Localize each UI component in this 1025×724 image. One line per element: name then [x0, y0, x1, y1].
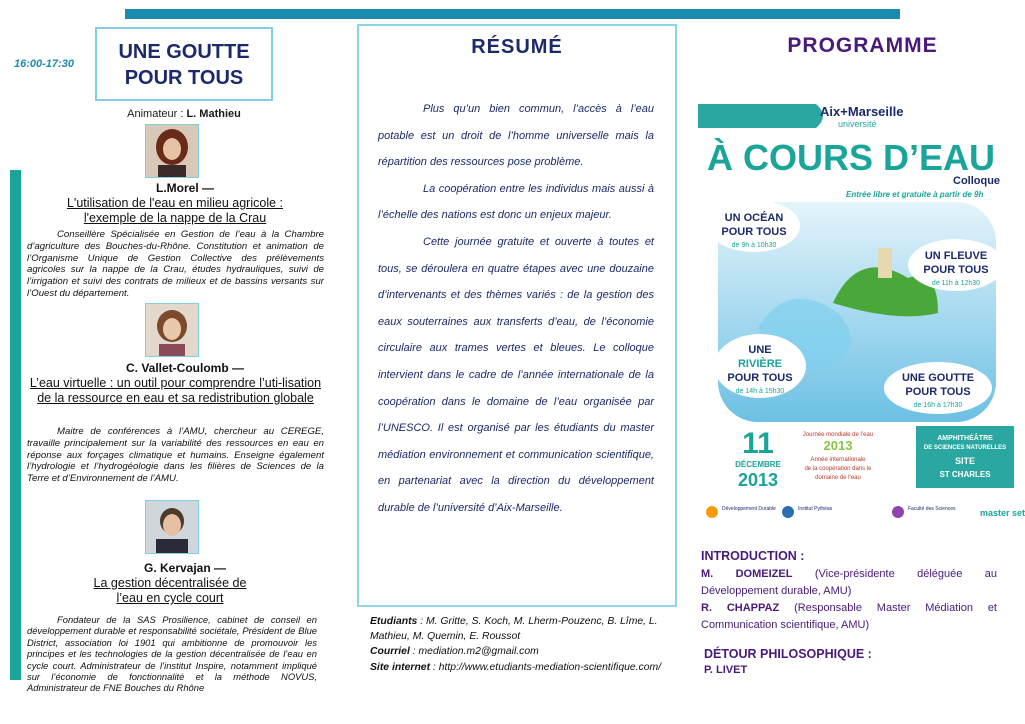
speaker-name: G. Kervajan —: [143, 561, 227, 575]
poster-banner: [698, 104, 816, 128]
speaker-bio: Conseillère Spécialisée en Gestion de l’eau à la Chambre d’agriculture des Bouches-du-Rhône. Constitution et animation de l’Organisme Unique de Gestion Collective des prélèvements agricoles sur la nappe de la Crau, études hydrauliques, suivi de l’irrigation et suivi des contrats de milieux et de bassins versants sur l’Ouest du département.: [27, 229, 324, 299]
svg-text:POUR TOUS: POUR TOUS: [923, 264, 989, 276]
introduction-speaker-1: M. DOMEIZEL (Vice-présidente déléguée au Développement durable, AMU): [701, 568, 997, 597]
svg-text:2013: 2013: [823, 438, 853, 453]
detour-title: DÉTOUR PHILOSOPHIQUE :: [704, 647, 872, 661]
svg-text:de 9h à 10h30: de 9h à 10h30: [731, 242, 777, 249]
svg-text:AMPHITHÉÂTRE: AMPHITHÉÂTRE: [937, 435, 993, 442]
introduction-speaker-2: R. CHAPPAZ (Responsable Master Médiation et Communication scientifique, AMU): [701, 602, 997, 631]
resume-body: [378, 96, 654, 522]
speaker-bio: Maitre de conférences à l’AMU, chercheur au CEREGE, travaille principalement sur la variabilité des ressources en eau en réponse aux forçages climatique et humains. Enseigne également l’hydrologie et l’hydrogéologie dans les filières de Sciences de la Terre et d’Environnement de l’AMU.: [27, 426, 324, 485]
svg-text:Entrée libre et gratuite à par: Entrée libre et gratuite à partir de 9h: [846, 190, 984, 199]
svg-text:POUR TOUS: POUR TOUS: [727, 372, 793, 384]
svg-text:UN FLEUVE: UN FLEUVE: [924, 250, 988, 262]
svg-text:Année internationale: Année internationale: [810, 457, 866, 463]
svg-text:UN OCÉAN: UN OCÉAN: [724, 212, 784, 224]
svg-text:université: université: [838, 119, 877, 129]
svg-text:DE SCIENCES NATURELLES: DE SCIENCES NATURELLES: [923, 445, 1007, 451]
svg-text:UNE GOUTTE: UNE GOUTTE: [901, 372, 975, 384]
svg-text:de 14h à 15h30: de 14h à 15h30: [735, 388, 785, 395]
poster-day: 11: [742, 427, 774, 460]
svg-text:SITE: SITE: [954, 456, 976, 466]
speaker-talk-title: L'utilisation de l'eau en milieu agricole : l'exemple de la nappe de la Crau: [66, 196, 283, 225]
svg-text:de 16h à 17h30: de 16h à 17h30: [913, 402, 963, 409]
svg-text:master set: master set: [980, 508, 1025, 518]
poster-graphic: [698, 98, 1025, 530]
detour-speaker: P. LIVET: [704, 664, 748, 676]
resume-title: RÉSUMÉ: [471, 36, 563, 58]
svg-text:POUR TOUS: POUR TOUS: [721, 226, 787, 238]
speaker-bio: Fondateur de la SAS Prosilience, cabinet de conseil en développement durable et responsabilité sociétale, Président de Blue District, association loi 1901 qui ambitionne de promouvoir les principes et les technologies de la gestion décentralisée de l’eau en cycle court. Administrateur de l’institut Inspire, notamment impliqué sur l’économie de fonctionnalité et la méthode NOVUS, Administrateur de FNE Bouches du Rhône: [27, 614, 317, 694]
speaker-photo-kervajan: [145, 500, 199, 554]
poster-university: Aix+Marseille: [820, 104, 904, 119]
svg-text:Journée mondiale de l’eau: Journée mondiale de l’eau: [802, 432, 874, 438]
svg-text:UNE: UNE: [748, 344, 772, 356]
svg-text:Colloque: Colloque: [953, 175, 1001, 187]
svg-text:Institut Pythéas: Institut Pythéas: [798, 506, 833, 512]
resume-paragraph: Cette journée gratuite et ouverte à toutes et tous, se déroulera en quatre étapes avec une douzaine d’intervenants et des thèmes variés : de la gestion des eaux souterraines aux transferts d’eau, de l’économie circulaire aux trames vertes et bleues. Le colloque intervient dans le cadre de l’année internationale de la coopération dans le domaine de l’eau organisée par l’UNESCO. Il est organisé par les étudiants du master médiation environnement et communication scientifique, en partenariat avec la direction du développement durable de l’université d’Aix-Marseille.: [378, 235, 654, 514]
speaker-photo-vallet-coulomb: [145, 303, 199, 357]
svg-text:Développement Durable: Développement Durable: [722, 506, 776, 512]
svg-text:de la coopération dans le: de la coopération dans le: [804, 466, 872, 472]
top-accent-bar: [125, 9, 900, 19]
svg-text:RIVIÈRE: RIVIÈRE: [737, 358, 783, 370]
svg-text:de 11h à 12h30: de 11h à 12h30: [931, 280, 981, 287]
session-time: 16:00-17:30: [14, 58, 74, 70]
programme-title: PROGRAMME: [787, 34, 938, 57]
resume-paragraph: Plus qu’un bien commun, l’accès à l’eau potable est un droit de l’homme universelle mais la répartition des ressources pose problème.: [378, 103, 654, 169]
speaker-name: L.Morel —: [155, 181, 214, 195]
introduction-title: INTRODUCTION :: [701, 549, 805, 563]
svg-text:Faculté des Sciences: Faculté des Sciences: [908, 506, 956, 512]
session-title: UNE GOUTTE POUR TOUS: [95, 27, 273, 101]
svg-text:DÉCEMBRE: DÉCEMBRE: [735, 460, 781, 469]
svg-text:domaine de l’eau: domaine de l’eau: [815, 475, 861, 481]
colloque-poster: [698, 98, 1025, 530]
poster-headline: À COURS D’EAU: [707, 137, 996, 178]
left-accent-bar: [10, 170, 21, 680]
svg-text:POUR TOUS: POUR TOUS: [905, 386, 971, 398]
speaker-name: C. Vallet-Coulomb —: [125, 361, 244, 375]
resume-paragraph: La coopération entre les individus mais aussi à l’échelle des nations est donc un enjeux majeur.: [378, 182, 654, 222]
animateur: Animateur : L. Mathieu: [127, 108, 241, 120]
speaker-talk-title: L’eau virtuelle : un outil pour comprendre l’uti-lisation de la ressource en eau et sa redistribution globale: [29, 376, 322, 405]
credits: Etudiants : M. Gritte, S. Koch, M. Lherm-Pouzenc, B. Lîme, L. Mathieu, M. Quemin, E. Roussot Courriel : mediation.m2@gmail.com Site internet : http://www.etudiants-mediation-scientifique.com/: [370, 616, 662, 673]
speaker-talk-title: La gestion décentralisée de l’eau en cycle court: [93, 576, 247, 605]
svg-text:2013: 2013: [737, 470, 779, 490]
speaker-photo-morel: [145, 124, 199, 178]
svg-text:ST CHARLES: ST CHARLES: [939, 470, 991, 479]
